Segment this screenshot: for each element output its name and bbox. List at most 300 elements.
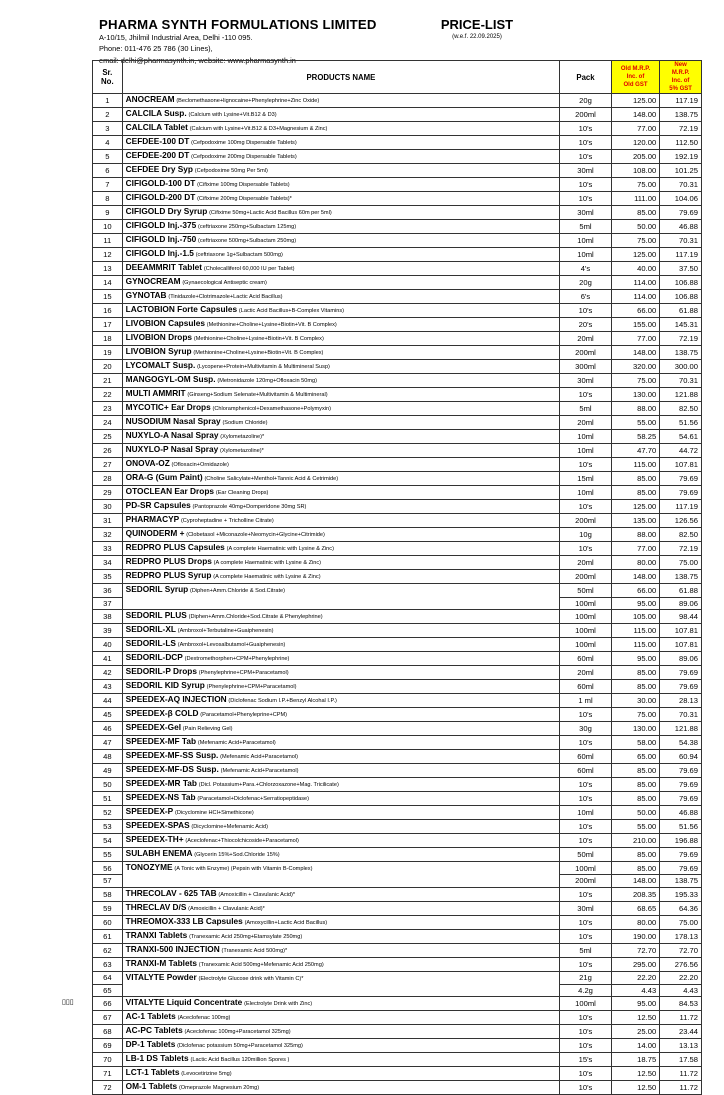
table-row: [93, 819, 702, 833]
product-name: CIFIGOLD Inj.-1.5: [125, 248, 194, 258]
row-product: [122, 150, 560, 164]
product-composition: (Ginseng+Sodium Selenate+Multivitamin & Multimineral): [187, 392, 328, 398]
product-name: MULTI AMMRIT: [125, 388, 186, 398]
row-new-mrp: 17.58: [660, 1053, 702, 1067]
table-row: [93, 597, 702, 609]
row-old-mrp: 148.00: [611, 570, 659, 584]
row-new-mrp: 82.50: [660, 402, 702, 416]
row-old-mrp: 295.00: [611, 957, 659, 971]
row-pack: 10ml: [560, 248, 612, 262]
table-row: [93, 584, 702, 598]
product-composition: (Dicl. Potassium+Para.+Chlorzoxazone+Mag. Tricilicate): [198, 781, 339, 788]
table-row: [93, 178, 702, 192]
row-product: [122, 875, 560, 887]
row-product: [122, 1025, 560, 1039]
product-name: TRANXI-500 INJECTION: [125, 943, 220, 954]
table-row: [93, 623, 702, 637]
row-product: [122, 637, 560, 651]
table-row: [93, 108, 702, 122]
row-new-mrp: 89.06: [660, 651, 702, 665]
row-product: [122, 597, 560, 609]
table-row: [93, 1039, 702, 1053]
row-product: [122, 749, 560, 763]
row-product: [122, 915, 560, 929]
price-table-body: [93, 94, 702, 1095]
row-pack: 100ml: [560, 623, 612, 637]
product-composition: (Cefpodoxime 200mg Dispersable Tablets): [191, 154, 297, 160]
row-sr-no: 16: [93, 304, 123, 318]
product-composition: (Calcium with Lysine+Vit.B12 & D3+Magnesium & Zinc): [189, 126, 328, 132]
old-mrp-line3: Old GST: [623, 82, 648, 88]
product-name: GYNOTAB: [125, 290, 167, 300]
row-old-mrp: 55.00: [611, 819, 659, 833]
col-header-new-mrp: [660, 61, 702, 94]
row-old-mrp: 85.00: [611, 486, 659, 500]
row-pack: 20ml: [560, 416, 612, 430]
product-name: ANOCREAM: [125, 94, 175, 104]
row-old-mrp: 155.00: [611, 318, 659, 332]
row-new-mrp: 70.31: [660, 178, 702, 192]
row-product: [122, 805, 560, 819]
row-old-mrp: 65.00: [611, 749, 659, 763]
row-pack: 60ml: [560, 763, 612, 777]
row-sr-no: 4: [93, 136, 123, 150]
row-sr-no: 44: [93, 693, 123, 707]
row-old-mrp: 14.00: [611, 1039, 659, 1053]
row-new-mrp: 196.88: [660, 833, 702, 847]
row-old-mrp: 130.00: [611, 721, 659, 735]
row-sr-no: 70: [93, 1053, 123, 1067]
table-row: [93, 997, 702, 1011]
row-sr-no: 42: [93, 665, 123, 679]
row-old-mrp: 18.75: [611, 1053, 659, 1067]
row-new-mrp: 61.88: [660, 584, 702, 598]
row-sr-no: 33: [93, 542, 123, 556]
product-name: LYCOMALT Susp.: [125, 360, 196, 370]
row-sr-no: 7: [93, 178, 123, 192]
row-pack: 30ml: [560, 164, 612, 178]
product-composition: (Ofloxacin+Ornidazole): [171, 462, 229, 468]
table-row: [93, 430, 702, 444]
row-product: [122, 665, 560, 679]
product-composition: (Cyproheptadine + Tricholline Citrate): [180, 518, 274, 524]
row-old-mrp: 55.00: [611, 416, 659, 430]
row-new-mrp: 60.94: [660, 749, 702, 763]
row-sr-no: 71: [93, 1067, 123, 1081]
row-sr-no: 31: [93, 514, 123, 528]
row-pack: 10's: [560, 791, 612, 805]
product-composition: (Cifixime 50mg+Lactic Acid Bacillus 60m per 5ml): [209, 210, 332, 216]
product-composition: (Lactic Acid Bacillus 120million Spores ): [190, 1057, 290, 1064]
product-composition: (Pain Relieving Gel): [182, 725, 233, 732]
row-sr-no: 53: [93, 819, 123, 833]
row-new-mrp: 145.31: [660, 318, 702, 332]
old-mrp-line1: Old M.R.P.: [620, 66, 651, 72]
row-pack: 10's: [560, 542, 612, 556]
row-new-mrp: 104.06: [660, 192, 702, 206]
product-composition: (Tranexamic Acid 500mg+Mefenamic Acid 250mg): [198, 961, 324, 968]
row-new-mrp: 79.69: [660, 847, 702, 861]
table-row: [93, 164, 702, 178]
row-sr-no: 32: [93, 528, 123, 542]
row-product: [122, 108, 560, 122]
product-name: SPEEDEX-P: [125, 805, 174, 816]
product-composition: (Diphen+Amm.Chloride+Sod.Citrate & Phenylephrine): [188, 613, 323, 620]
product-composition: (Calcium with Lysine+Vit.B12 & D3): [188, 112, 277, 118]
row-old-mrp: 40.00: [611, 262, 659, 276]
table-row: [93, 763, 702, 777]
row-old-mrp: 85.00: [611, 791, 659, 805]
row-product: [122, 570, 560, 584]
row-new-mrp: 72.19: [660, 122, 702, 136]
product-composition: (Aceclofenac 100mg): [177, 1015, 231, 1022]
product-name: SPEEDEX-MF-SS Susp.: [125, 749, 219, 760]
table-row: [93, 262, 702, 276]
table-row: [93, 735, 702, 749]
row-product: [122, 861, 560, 875]
row-old-mrp: 115.00: [611, 458, 659, 472]
row-pack: 20ml: [560, 556, 612, 570]
product-name: SPEEDEX-β COLD: [125, 707, 199, 718]
row-new-mrp: 75.00: [660, 915, 702, 929]
row-new-mrp: 4.43: [660, 985, 702, 997]
row-pack: 10's: [560, 915, 612, 929]
row-product: [122, 122, 560, 136]
row-new-mrp: 44.72: [660, 444, 702, 458]
row-old-mrp: 72.70: [611, 943, 659, 957]
company-contact: email: delhi@pharmasynth.in, website: www.pharmasynth.in: [99, 55, 296, 65]
row-product: [122, 332, 560, 346]
row-sr-no: 36: [93, 584, 123, 598]
row-old-mrp: 85.00: [611, 763, 659, 777]
row-sr-no: 51: [93, 791, 123, 805]
table-row: [93, 679, 702, 693]
row-old-mrp: 75.00: [611, 374, 659, 388]
row-pack: 10's: [560, 122, 612, 136]
row-sr-no: 8: [93, 192, 123, 206]
product-name: PD-SR Capsules: [125, 500, 191, 510]
row-old-mrp: 105.00: [611, 609, 659, 623]
row-old-mrp: 80.00: [611, 915, 659, 929]
row-sr-no: 58: [93, 887, 123, 901]
row-sr-no: 37: [93, 597, 123, 609]
row-pack: 10's: [560, 707, 612, 721]
product-name: NUSODIUM Nasal Spray: [125, 416, 221, 426]
product-composition: (Amoxicillin + Clavulanic Acid)*: [188, 905, 265, 912]
product-name: OTOCLEAN Ear Drops: [125, 486, 215, 496]
row-old-mrp: 80.00: [611, 556, 659, 570]
table-header-row: [93, 61, 702, 94]
row-product: [122, 234, 560, 248]
row-old-mrp: 111.00: [611, 192, 659, 206]
product-composition: (Ambroxol+Terbutaline+Guaiphenesin): [177, 627, 274, 634]
table-row: [93, 721, 702, 735]
row-new-mrp: 79.69: [660, 665, 702, 679]
table-row: [93, 749, 702, 763]
row-pack: 200ml: [560, 875, 612, 887]
company-phone: Phone: 011-476 25 786 (30 Lines),: [99, 44, 213, 54]
table-row: [93, 542, 702, 556]
row-product: [122, 847, 560, 861]
row-sr-no: 57: [93, 875, 123, 887]
row-sr-no: 52: [93, 805, 123, 819]
row-product: [122, 943, 560, 957]
row-product: [122, 971, 560, 985]
row-pack: 20ml: [560, 332, 612, 346]
product-name: SPEEDEX-Gel: [125, 721, 182, 732]
row-pack: 10g: [560, 528, 612, 542]
row-sr-no: 3: [93, 122, 123, 136]
row-pack: 10's: [560, 1081, 612, 1095]
product-name: SEDORIL KID Syrup: [125, 679, 205, 690]
table-row: [93, 707, 702, 721]
product-composition: (Tranexamic Acid 250mg+Etamsylate 250mg): [189, 933, 303, 940]
table-row: [93, 861, 702, 875]
product-composition: (ceftriaxone 1g+Sulbactam 500mg): [195, 252, 283, 258]
company-name: PHARMA SYNTH FORMULATIONS LIMITED: [99, 17, 377, 32]
row-product: [122, 679, 560, 693]
row-product: [122, 402, 560, 416]
row-pack: 4.2g: [560, 985, 612, 997]
product-composition: (Lycopene+Protein+Multivitamin & Multimineral Susp): [197, 364, 330, 370]
row-pack: 200ml: [560, 108, 612, 122]
table-row: [93, 1011, 702, 1025]
table-row: [93, 901, 702, 915]
table-row: [93, 637, 702, 651]
product-composition: (Mefenamic Acid+Paracetamol): [220, 767, 299, 774]
table-row: [93, 1067, 702, 1081]
row-old-mrp: 205.00: [611, 150, 659, 164]
row-new-mrp: 138.75: [660, 875, 702, 887]
row-product: [122, 777, 560, 791]
product-name: CALCILA Susp.: [125, 108, 187, 118]
row-product: [122, 346, 560, 360]
row-sr-no: 38: [93, 609, 123, 623]
row-product: [122, 651, 560, 665]
product-composition: (Tinidazole+Clotrimazole+Lactic Acid Bacillus): [168, 294, 283, 300]
row-pack: 6's: [560, 290, 612, 304]
row-product: [122, 262, 560, 276]
product-name: TRANXI-M Tablets: [125, 957, 197, 968]
product-composition: (Xylometazoline)*: [220, 434, 265, 440]
row-new-mrp: 70.31: [660, 374, 702, 388]
row-product: [122, 957, 560, 971]
row-new-mrp: 89.06: [660, 597, 702, 609]
row-pack: 15ml: [560, 472, 612, 486]
product-name: LIVOBION Capsules: [125, 318, 205, 328]
product-name: ONOVA-OZ: [125, 458, 170, 468]
row-old-mrp: 135.00: [611, 514, 659, 528]
row-sr-no: 62: [93, 943, 123, 957]
product-composition: (Beclomethasone+lignocaine+Phenylephrine+Zinc Oxide): [176, 98, 320, 104]
row-sr-no: 23: [93, 402, 123, 416]
row-product: [122, 164, 560, 178]
table-row: [93, 150, 702, 164]
row-new-mrp: 70.31: [660, 234, 702, 248]
row-new-mrp: 195.33: [660, 887, 702, 901]
product-name: PHARMACYP: [125, 514, 180, 524]
row-pack: 100ml: [560, 609, 612, 623]
row-sr-no: 28: [93, 472, 123, 486]
row-product: [122, 819, 560, 833]
product-composition: (Sodium Chloride): [222, 420, 268, 426]
row-sr-no: 20: [93, 360, 123, 374]
table-row: [93, 556, 702, 570]
row-sr-no: 50: [93, 777, 123, 791]
product-composition: (ceftriaxone 500mg+Sulbactam 250mg): [198, 238, 297, 244]
product-name: SEDORIL-LS: [125, 637, 176, 648]
product-composition: (Diclofenac Sodium I.P.+Benzyl Alcohal I.P.): [228, 697, 337, 704]
row-sr-no: 30: [93, 500, 123, 514]
row-new-mrp: 11.72: [660, 1081, 702, 1095]
row-old-mrp: 85.00: [611, 665, 659, 679]
row-old-mrp: 95.00: [611, 597, 659, 609]
table-row: [93, 1025, 702, 1039]
row-new-mrp: 46.88: [660, 220, 702, 234]
product-composition: (Amoxicillin + Clavulanic Acid)*: [218, 891, 296, 898]
row-pack: 1 ml: [560, 693, 612, 707]
row-old-mrp: 125.00: [611, 94, 659, 108]
table-row: [93, 234, 702, 248]
row-product: [122, 220, 560, 234]
product-name: LCT-1 Tablets: [125, 1067, 180, 1078]
row-pack: 10's: [560, 735, 612, 749]
product-name: AC-PC Tablets: [125, 1025, 183, 1036]
col-header-sr-line2: No.: [101, 77, 114, 86]
row-product: [122, 1053, 560, 1067]
product-composition: (Cholecalliferol 60,000 IU per Tablet): [203, 266, 295, 272]
row-old-mrp: 85.00: [611, 206, 659, 220]
table-row: [93, 929, 702, 943]
row-sr-no: 15: [93, 290, 123, 304]
row-sr-no: 11: [93, 234, 123, 248]
row-product: [122, 721, 560, 735]
table-row: [93, 609, 702, 623]
table-row: [93, 847, 702, 861]
row-sr-no: 26: [93, 444, 123, 458]
row-new-mrp: 79.69: [660, 861, 702, 875]
row-old-mrp: 95.00: [611, 651, 659, 665]
product-composition: (Phenylephrine+CPM+Paracetamol): [206, 683, 297, 690]
row-old-mrp: 77.00: [611, 332, 659, 346]
product-composition: (Aceclofenac 100mg+Paracetamol 325mg): [184, 1029, 291, 1036]
row-old-mrp: 75.00: [611, 234, 659, 248]
row-pack: 10ml: [560, 430, 612, 444]
row-old-mrp: 108.00: [611, 164, 659, 178]
row-sr-no: 24: [93, 416, 123, 430]
row-product: [122, 735, 560, 749]
product-composition: (Cifixime 200mg Dispersable Tablets)*: [197, 196, 292, 202]
row-sr-no: 56: [93, 861, 123, 875]
row-pack: 10ml: [560, 444, 612, 458]
row-old-mrp: 77.00: [611, 542, 659, 556]
product-name: SPEEDEX-MR Tab: [125, 777, 197, 788]
table-row: [93, 693, 702, 707]
product-name: VITALYTE Liquid Concentrate: [125, 997, 243, 1008]
row-new-mrp: 37.50: [660, 262, 702, 276]
row-new-mrp: 23.44: [660, 1025, 702, 1039]
row-new-mrp: 121.88: [660, 388, 702, 402]
row-pack: 10's: [560, 1067, 612, 1081]
product-name: SEDORIL-P Drops: [125, 665, 197, 676]
row-product: [122, 1039, 560, 1053]
table-row: [93, 833, 702, 847]
table-row: [93, 290, 702, 304]
product-name: SEDORIL PLUS: [125, 609, 187, 620]
row-old-mrp: 12.50: [611, 1011, 659, 1025]
product-composition: (Ambroxol+Levosalbutamol+Guaiphenesin): [177, 641, 286, 648]
row-product: [122, 556, 560, 570]
product-name: THRECLAV D/S: [125, 901, 187, 912]
row-new-mrp: 117.19: [660, 248, 702, 262]
product-name: VITALYTE Powder: [125, 971, 197, 982]
table-row: [93, 943, 702, 957]
product-composition: (A complete Haematinic with Lysine & Zinc): [213, 574, 321, 580]
product-composition: (Gynaecological Antiseptic cream): [182, 280, 267, 286]
row-pack: 50ml: [560, 584, 612, 598]
row-pack: 60ml: [560, 651, 612, 665]
product-composition: (Dicyclomine HCl+Simethicone): [174, 809, 254, 816]
product-composition: (Aceclofenac+Thiocolchicoside+Paracetamol): [185, 837, 299, 844]
product-name: CEFDEE-100 DT: [125, 136, 190, 146]
row-new-mrp: 61.88: [660, 304, 702, 318]
row-old-mrp: 12.50: [611, 1081, 659, 1095]
row-pack: 10ml: [560, 486, 612, 500]
table-row: [93, 875, 702, 887]
product-composition: (Cefpodoxime 50mg Per 5ml): [194, 168, 268, 174]
row-product: [122, 887, 560, 901]
col-header-product: PRODUCTS NAME: [122, 61, 560, 94]
row-sr-no: 60: [93, 915, 123, 929]
product-name: LACTOBION Forte Capsules: [125, 304, 238, 314]
row-pack: 10's: [560, 304, 612, 318]
col-header-sr: [93, 61, 123, 94]
row-pack: 100ml: [560, 597, 612, 609]
row-old-mrp: 148.00: [611, 875, 659, 887]
table-row: [93, 805, 702, 819]
row-sr-no: 19: [93, 346, 123, 360]
document-title: PRICE-LIST: [440, 17, 514, 32]
product-name: AC-1 Tablets: [125, 1011, 176, 1022]
table-row: [93, 957, 702, 971]
table-row: [93, 332, 702, 346]
table-row: [93, 472, 702, 486]
row-new-mrp: 112.50: [660, 136, 702, 150]
row-old-mrp: 66.00: [611, 304, 659, 318]
product-composition: (Levocetirizine 5mg): [181, 1071, 232, 1078]
row-product: [122, 584, 560, 598]
row-new-mrp: 72.70: [660, 943, 702, 957]
col-header-pack: Pack: [560, 61, 612, 94]
old-mrp-line2: Inc. of: [626, 74, 645, 80]
row-pack: 30g: [560, 721, 612, 735]
row-sr-no: 40: [93, 637, 123, 651]
product-name: SPEEDEX-MF-DS Susp.: [125, 763, 219, 774]
row-sr-no: 55: [93, 847, 123, 861]
product-composition: (Electrolyte Glucose drink with Vitamin C)*: [198, 975, 304, 982]
row-old-mrp: 47.70: [611, 444, 659, 458]
row-new-mrp: 28.13: [660, 693, 702, 707]
row-old-mrp: 130.00: [611, 388, 659, 402]
new-mrp-line2: M.R.P.: [671, 70, 690, 76]
row-product: [122, 136, 560, 150]
row-pack: 10's: [560, 833, 612, 847]
row-sr-no: 10: [93, 220, 123, 234]
row-sr-no: 27: [93, 458, 123, 472]
product-composition: (Xylometazoline)*: [219, 448, 264, 454]
table-row: [93, 220, 702, 234]
row-sr-no: 63: [93, 957, 123, 971]
